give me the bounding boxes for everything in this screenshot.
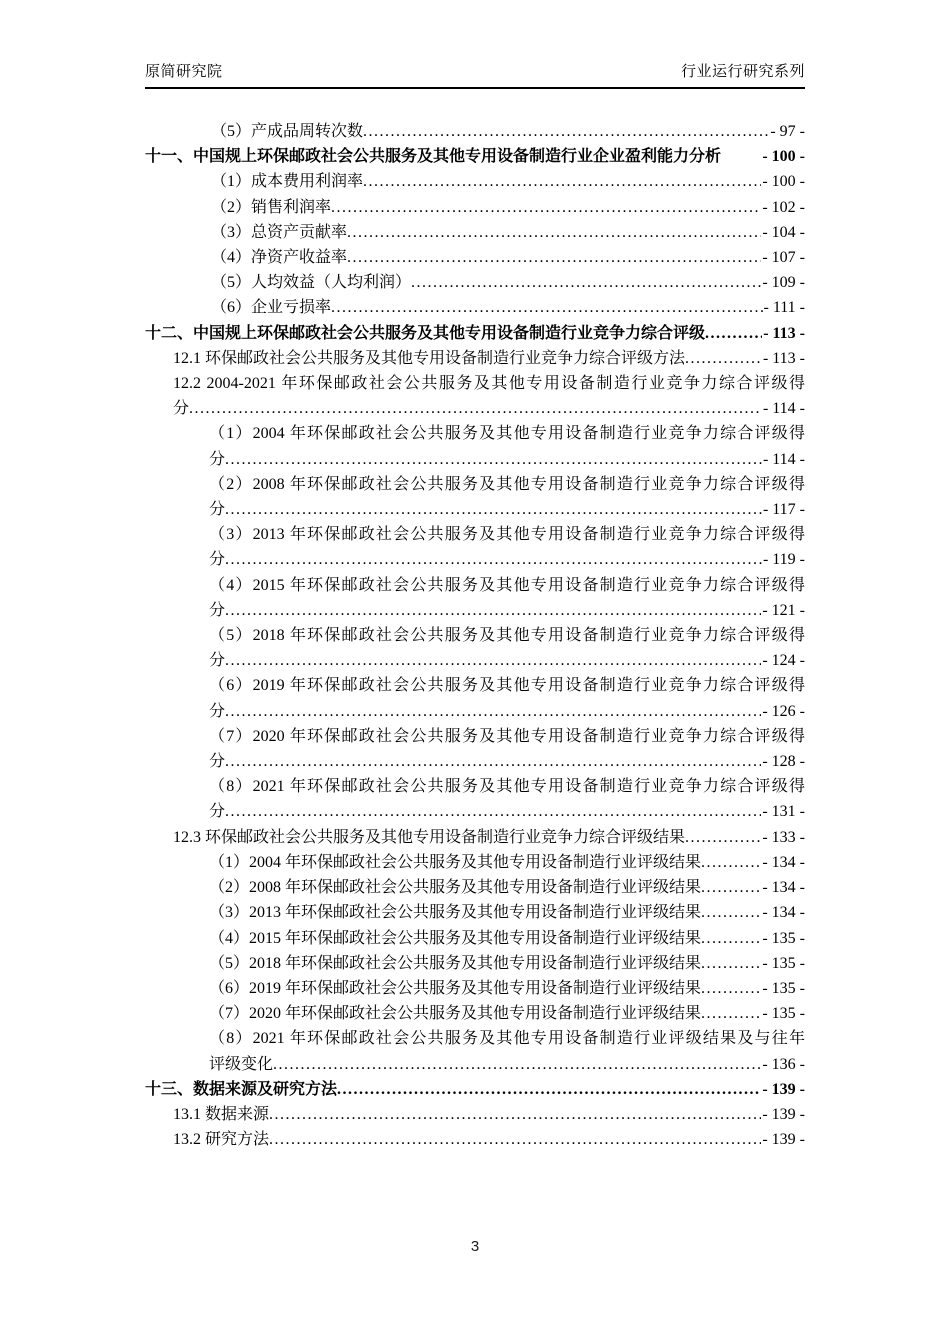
toc-entry-text: （2）销售利润率 <box>211 198 332 216</box>
toc-entry <box>145 724 805 774</box>
toc-entry-text: （4）2015 年环保邮政社会公共服务及其他专用设备制造行业评级结果 <box>209 929 702 947</box>
toc-page-number: - 104 - <box>762 223 805 241</box>
toc-entry <box>145 926 805 951</box>
toc-page-number: - 135 - <box>762 954 805 972</box>
toc-leader-dots <box>331 295 763 320</box>
toc-leader-dots <box>411 270 761 295</box>
toc-entry-text: （8）2021 年环保邮政社会公共服务及其他专用设备制造行业竞争力综合评级得 <box>209 778 805 796</box>
toc-entry <box>145 321 805 346</box>
toc-page-number: - 100 - <box>762 148 805 166</box>
toc-entry <box>145 1077 805 1102</box>
toc-entry-text: （2）2008 年环保邮政社会公共服务及其他专用设备制造行业竞争力综合评级得 <box>209 475 805 493</box>
toc-entry-text: （1）2004 年环保邮政社会公共服务及其他专用设备制造行业评级结果 <box>209 853 702 871</box>
toc-page-number: - 134 - <box>762 904 805 922</box>
toc-leader-dots <box>347 245 761 270</box>
toc-page-number: - 111 - <box>763 299 805 317</box>
toc-entry-text: 13.1 数据来源 <box>173 1105 270 1123</box>
toc-leader-dots <box>225 547 762 572</box>
table-of-contents <box>145 119 805 1152</box>
toc-page-number: - 135 - <box>762 1005 805 1023</box>
toc-entry-continuation: 分 <box>209 551 226 569</box>
toc-page-number: - 107 - <box>762 249 805 267</box>
toc-leader-dots <box>225 447 762 472</box>
toc-page-number: - 139 - <box>762 1080 805 1098</box>
toc-leader-dots <box>331 195 761 220</box>
toc-page-number: - 117 - <box>762 501 805 519</box>
page-number: 3 <box>470 1238 480 1255</box>
toc-leader-dots <box>347 220 761 245</box>
toc-leader-dots <box>269 1102 761 1127</box>
toc-leader-dots <box>685 825 761 850</box>
toc-page-number: - 135 - <box>762 929 805 947</box>
toc-entry <box>145 673 805 723</box>
toc-entry <box>145 144 805 169</box>
toc-leader-dots <box>225 699 761 724</box>
toc-leader-dots <box>705 321 762 346</box>
header-right-text: 行业运行研究系列 <box>680 63 805 80</box>
toc-leader-dots <box>363 169 761 194</box>
toc-page-number: - 109 - <box>762 274 805 292</box>
toc-entry-text: 十一、中国规上环保邮政社会公共服务及其他专用设备制造行业企业盈利能力分析 <box>145 148 722 166</box>
toc-entry-text: （5）2018 年环保邮政社会公共服务及其他专用设备制造行业竞争力综合评级得 <box>209 627 805 645</box>
toc-entry-text: （7）2020 年环保邮政社会公共服务及其他专用设备制造行业评级结果 <box>209 1005 702 1023</box>
toc-entry-continuation: 分 <box>209 753 226 771</box>
toc-entry <box>145 573 805 623</box>
toc-entry <box>145 220 805 245</box>
toc-entry-continuation: 分 <box>209 803 226 821</box>
toc-page-number: - 134 - <box>762 853 805 871</box>
toc-entry-text: （1）成本费用利润率 <box>211 173 364 191</box>
toc-entry <box>145 371 805 421</box>
toc-entry <box>145 1102 805 1127</box>
toc-entry-text: （5）人均效益（人均利润） <box>211 274 412 292</box>
toc-entry <box>145 346 805 371</box>
toc-entry-text: （3）2013 年环保邮政社会公共服务及其他专用设备制造行业评级结果 <box>209 904 702 922</box>
toc-page-number: - 136 - <box>762 1055 805 1073</box>
toc-entry <box>145 976 805 1001</box>
page-header <box>145 60 805 89</box>
toc-entry-continuation: 分 <box>209 601 226 619</box>
toc-entry <box>145 1001 805 1026</box>
toc-page-number: - 139 - <box>762 1131 805 1149</box>
toc-leader-dots <box>701 1001 761 1026</box>
toc-page-number: - 114 - <box>762 450 805 468</box>
toc-page-number: - 139 - <box>762 1105 805 1123</box>
toc-leader-dots <box>273 1052 761 1077</box>
toc-page-number: - 131 - <box>762 803 805 821</box>
toc-entry <box>145 1026 805 1076</box>
toc-entry <box>145 119 805 144</box>
toc-entry-text: 十三、数据来源及研究方法 <box>145 1080 338 1098</box>
toc-entry <box>145 421 805 471</box>
toc-entry-text: （5）产成品周转次数 <box>211 123 364 140</box>
toc-page-number: - 126 - <box>762 702 805 720</box>
toc-leader-dots <box>701 900 761 925</box>
toc-entry <box>145 875 805 900</box>
toc-page-number: - 128 - <box>762 753 805 771</box>
toc-entry-text: （8）2021 年环保邮政社会公共服务及其他专用设备制造行业评级结果及与往年 <box>209 1030 805 1048</box>
toc-entry-text: （3）2013 年环保邮政社会公共服务及其他专用设备制造行业竞争力综合评级得 <box>209 526 805 544</box>
toc-leader-dots <box>363 119 769 144</box>
toc-entry <box>145 951 805 976</box>
toc-entry-text: （4）净资产收益率 <box>211 249 348 267</box>
toc-entry-text: （1）2004 年环保邮政社会公共服务及其他专用设备制造行业竞争力综合评级得 <box>209 425 805 443</box>
toc-entry <box>145 169 805 194</box>
toc-page-number: - 113 - <box>763 324 805 342</box>
header-left-text: 原简研究院 <box>145 63 223 80</box>
toc-entry-text: 12.2 2004-2021 年环保邮政社会公共服务及其他专用设备制造行业竞争力综合评级得 <box>173 375 805 393</box>
toc-leader-dots <box>225 799 761 824</box>
toc-entry <box>145 195 805 220</box>
toc-page-number: - 124 - <box>762 652 805 670</box>
toc-page-number: - 97 - <box>770 123 805 140</box>
toc-leader-dots <box>701 951 761 976</box>
toc-leader-dots <box>189 396 762 421</box>
toc-entry-continuation: 分 <box>173 400 190 418</box>
toc-entry <box>145 1127 805 1152</box>
toc-page-number: - 114 - <box>762 400 805 418</box>
toc-entry-text: 13.2 研究方法 <box>173 1131 270 1149</box>
toc-leader-dots <box>269 1127 761 1152</box>
toc-entry-text: （6）2019 年环保邮政社会公共服务及其他专用设备制造行业评级结果 <box>209 979 702 997</box>
toc-entry <box>145 825 805 850</box>
toc-leader-dots <box>701 875 761 900</box>
toc-entry-text: （6）2019 年环保邮政社会公共服务及其他专用设备制造行业竞争力综合评级得 <box>209 677 805 695</box>
toc-leader-dots <box>225 749 761 774</box>
toc-entry <box>145 295 805 320</box>
toc-entry-continuation: 分 <box>209 702 226 720</box>
toc-entry <box>145 623 805 673</box>
toc-entry <box>145 270 805 295</box>
toc-leader-dots <box>337 1077 761 1102</box>
toc-entry <box>145 850 805 875</box>
toc-entry-text: 12.1 环保邮政社会公共服务及其他专用设备制造行业竞争力综合评级方法 <box>173 349 686 367</box>
toc-page-number: - 135 - <box>762 979 805 997</box>
toc-entry-text: 12.3 环保邮政社会公共服务及其他专用设备制造行业竞争力综合评级结果 <box>173 828 686 846</box>
toc-page-number: - 113 - <box>762 349 805 367</box>
toc-leader-dots <box>225 497 762 522</box>
toc-entry-text: （6）企业亏损率 <box>211 299 332 317</box>
toc-entry-continuation: 分 <box>209 450 226 468</box>
toc-entry <box>145 472 805 522</box>
toc-page-number: - 119 - <box>762 551 805 569</box>
toc-page-number: - 100 - <box>762 173 805 191</box>
toc-entry-text: （7）2020 年环保邮政社会公共服务及其他专用设备制造行业竞争力综合评级得 <box>209 727 805 745</box>
toc-leader-dots <box>701 976 761 1001</box>
toc-page-number: - 133 - <box>762 828 805 846</box>
toc-entry-text: （2）2008 年环保邮政社会公共服务及其他专用设备制造行业评级结果 <box>209 879 702 897</box>
toc-entry <box>145 245 805 270</box>
toc-entry-continuation: 分 <box>209 652 226 670</box>
page-footer <box>0 1238 950 1255</box>
toc-entry-text: （3）总资产贡献率 <box>211 223 348 241</box>
toc-page-number: - 102 - <box>762 198 805 216</box>
toc-entry <box>145 900 805 925</box>
toc-entry <box>145 522 805 572</box>
toc-page-number: - 121 - <box>762 601 805 619</box>
toc-entry-text: 十二、中国规上环保邮政社会公共服务及其他专用设备制造行业竞争力综合评级 <box>145 324 706 342</box>
toc-entry-continuation: 分 <box>209 501 226 519</box>
toc-leader-dots <box>701 850 761 875</box>
toc-entry-text: （4）2015 年环保邮政社会公共服务及其他专用设备制造行业竞争力综合评级得 <box>209 576 805 594</box>
toc-leader-dots <box>701 926 761 951</box>
toc-leader-dots <box>225 598 761 623</box>
toc-entry-continuation: 评级变化 <box>209 1055 274 1073</box>
toc-page-number: - 134 - <box>762 879 805 897</box>
toc-leader-dots <box>685 346 762 371</box>
toc-entry <box>145 774 805 824</box>
toc-leader-dots <box>225 648 761 673</box>
toc-entry-text: （5）2018 年环保邮政社会公共服务及其他专用设备制造行业评级结果 <box>209 954 702 972</box>
